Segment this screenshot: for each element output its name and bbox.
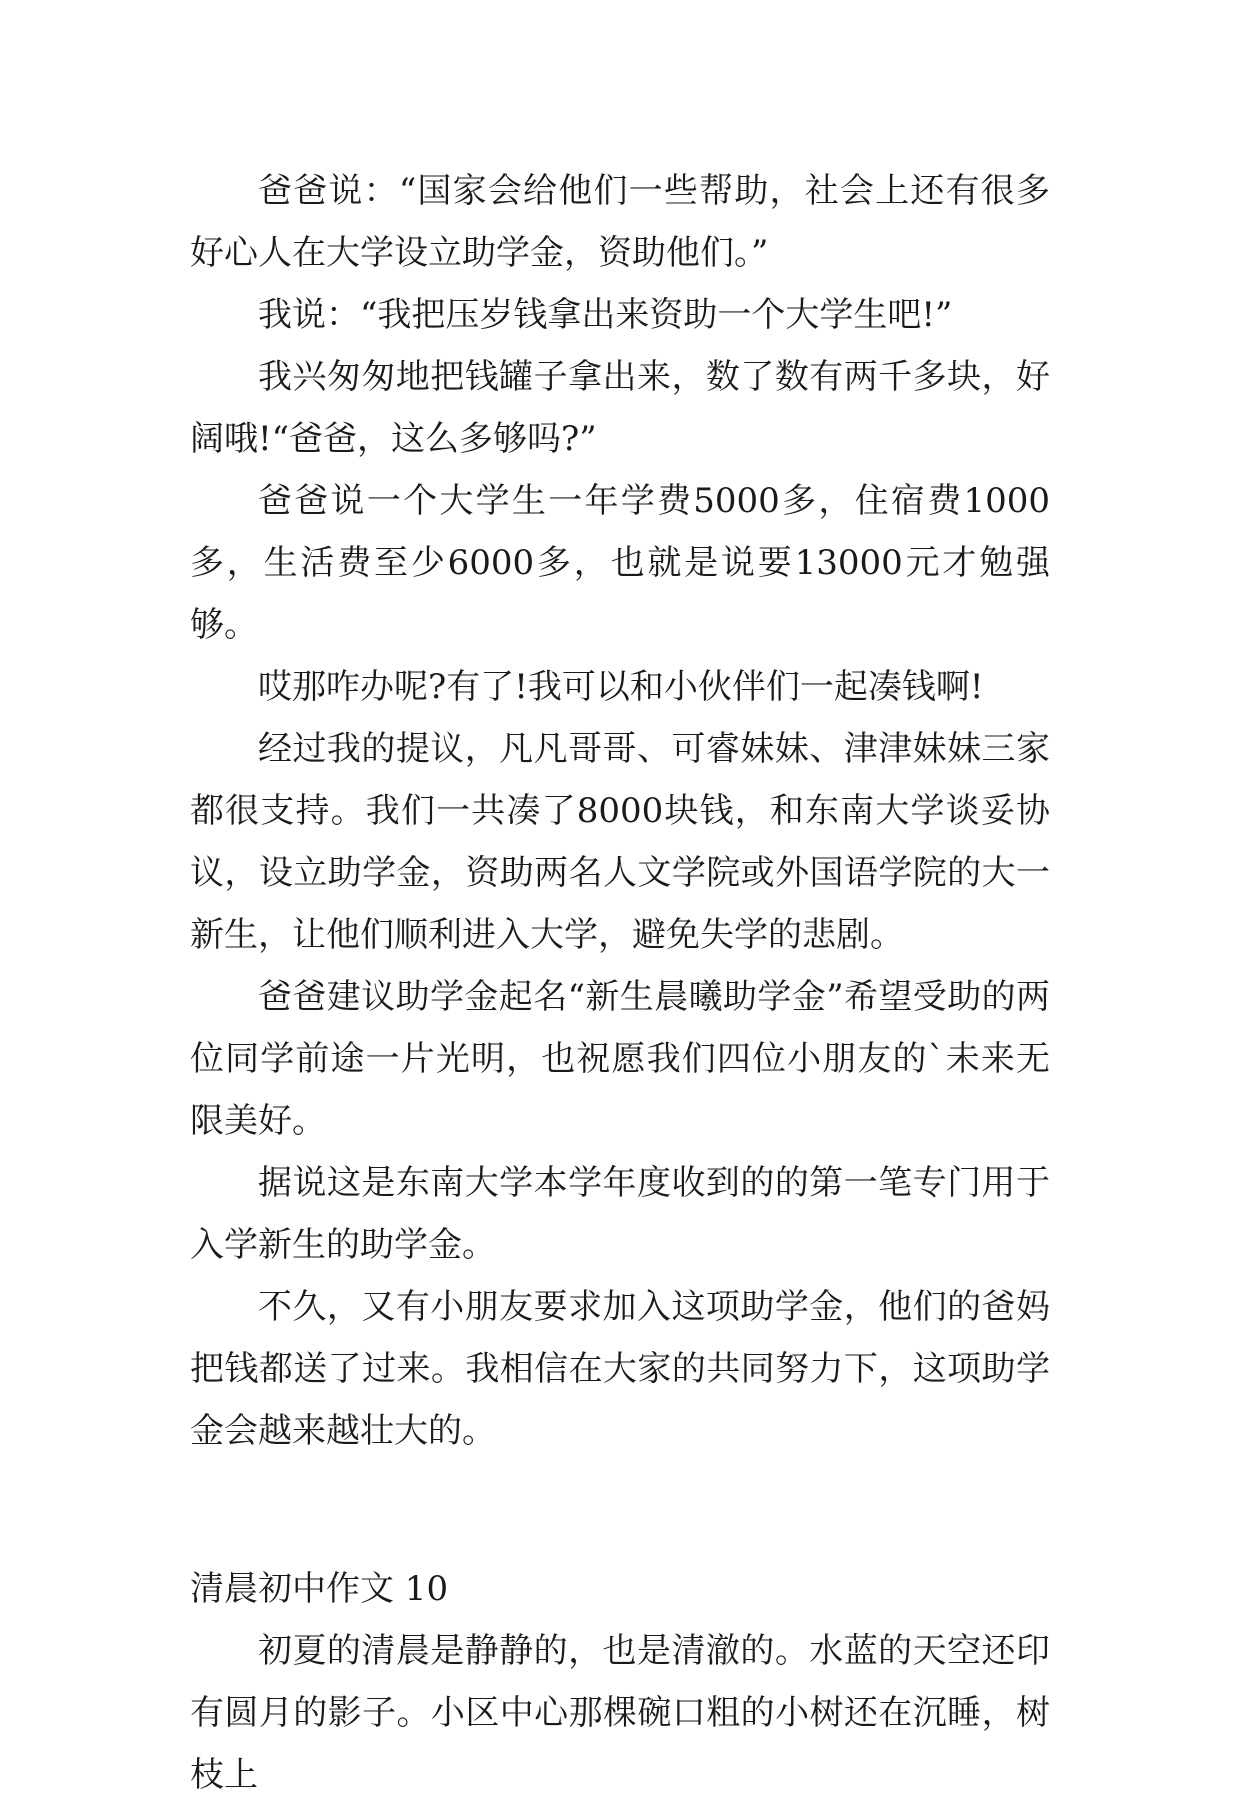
paragraph: 爸爸说一个大学生一年学费5000多，住宿费1000多，生活费至少6000多，也就是说要13000元才勉强够。: [190, 481, 1050, 645]
paragraph: 我说：“我把压岁钱拿出来资助一个大学生吧!”: [258, 295, 953, 335]
paragraph: 哎那咋办呢?有了!我可以和小伙伴们一起凑钱啊!: [258, 667, 984, 707]
paragraph: 据说这是东南大学本学年度收到的的第一笔专门用于入学新生的助学金。: [190, 1163, 1050, 1265]
paragraph: 爸爸说：“国家会给他们一些帮助，社会上还有很多好心人在大学设立助学金，资助他们。”: [190, 171, 1050, 273]
paragraph: 我兴匆匆地把钱罐子拿出来，数了数有两千多块，好阔哦!“爸爸，这么多够吗?”: [190, 357, 1050, 459]
document-body: [190, 160, 1050, 1806]
paragraph: 初夏的清晨是静静的，也是清澈的。水蓝的天空还印有圆月的影子。小区中心那棵碗口粗的小树还在沉睡，树枝上: [190, 1631, 1050, 1795]
paragraph: 不久，又有小朋友要求加入这项助学金，他们的爸妈把钱都送了过来。我相信在大家的共同努力下，这项助学金会越来越壮大的。: [190, 1287, 1050, 1451]
section-title: 清晨初中作文 10: [190, 1569, 449, 1609]
paragraph: 爸爸建议助学金起名“新生晨曦助学金”希望受助的两位同学前途一片光明，也祝愿我们四位小朋友的`未来无限美好。: [190, 977, 1050, 1141]
paragraph: 经过我的提议，凡凡哥哥、可睿妹妹、津津妹妹三家都很支持。我们一共凑了8000块钱，和东南大学谈妥协议，设立助学金，资助两名人文学院或外国语学院的大一新生，让他们顺利进入大学，避免失学的悲剧。: [190, 729, 1050, 955]
